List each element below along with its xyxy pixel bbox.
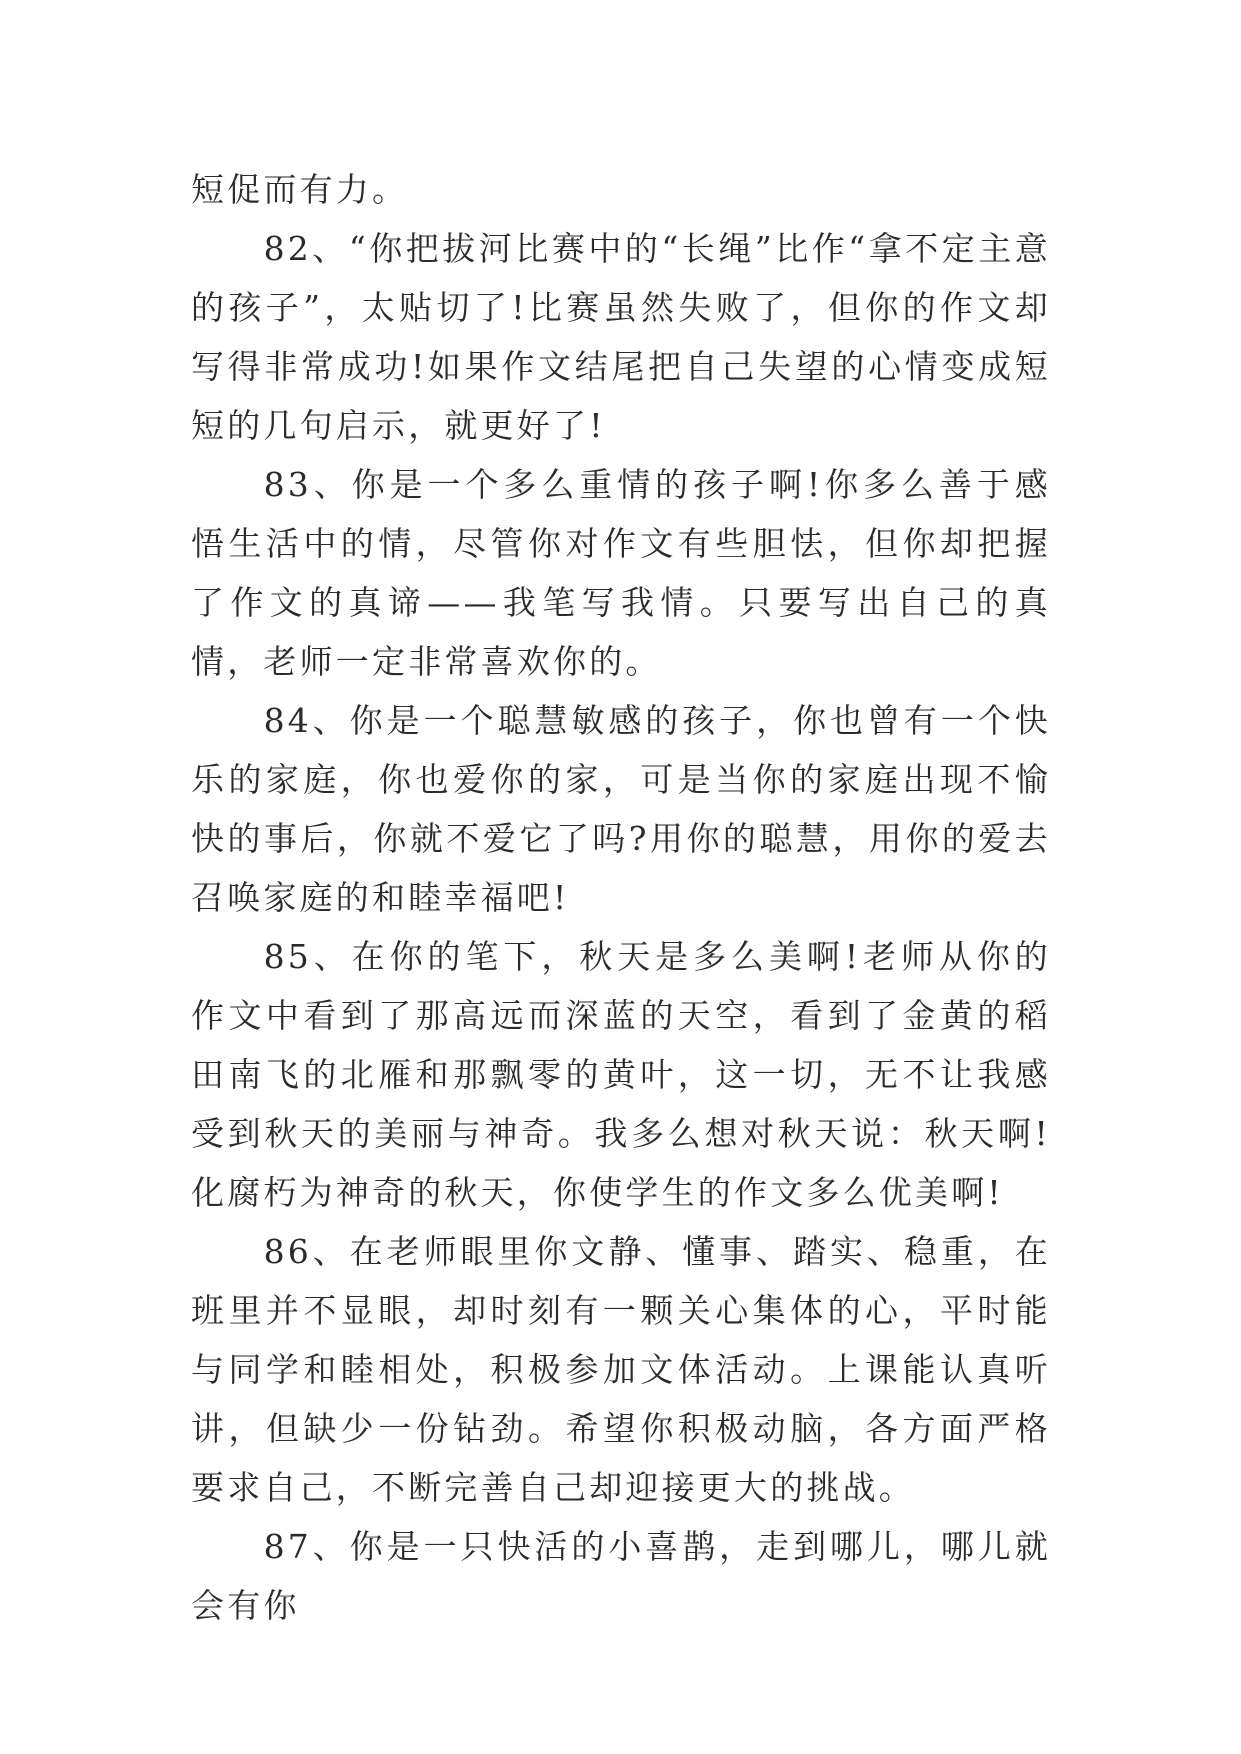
paragraph-84: 84、你是一个聪慧敏感的孩子，你也曾有一个快乐的家庭，你也爱你的家，可是当你的家庭出现不愉快的事后，你就不爱它了吗?用你的聪慧，用你的爱去召唤家庭的和睦幸福吧!: [191, 701, 1051, 917]
paragraph-82: 82、“你把拔河比赛中的“长绳”比作“拿不定主意的孩子”，太贴切了!比赛虽然失败了，但你的作文却写得非常成功!如果作文结尾把自己失望的心情变成短短的几句启示，就更好了!: [191, 229, 1051, 445]
document-body: [191, 160, 1051, 1635]
paragraph-85: 85、在你的笔下，秋天是多么美啊!老师从你的作文中看到了那高远而深蓝的天空，看到了金黄的稻田南飞的北雁和那飘零的黄叶，这一切，无不让我感受到秋天的美丽与神奇。我多么想对秋天说：秋天啊!化腐朽为神奇的秋天，你使学生的作文多么优美啊!: [191, 937, 1051, 1212]
paragraph-continuation: 短促而有力。: [191, 170, 409, 209]
paragraph-83: 83、你是一个多么重情的孩子啊!你多么善于感悟生活中的情，尽管你对作文有些胆怯，但你却把握了作文的真谛——我笔写我情。只要写出自己的真情，老师一定非常喜欢你的。: [191, 465, 1051, 681]
paragraph-87: 87、你是一只快活的小喜鹊，走到哪儿，哪儿就会有你: [191, 1527, 1051, 1625]
paragraph-86: 86、在老师眼里你文静、懂事、踏实、稳重，在班里并不显眼，却时刻有一颗关心集体的心，平时能与同学和睦相处，积极参加文体活动。上课能认真听讲，但缺少一份钻劲。希望你积极动脑，各方面严格要求自己，不断完善自己却迎接更大的挑战。: [191, 1232, 1051, 1507]
